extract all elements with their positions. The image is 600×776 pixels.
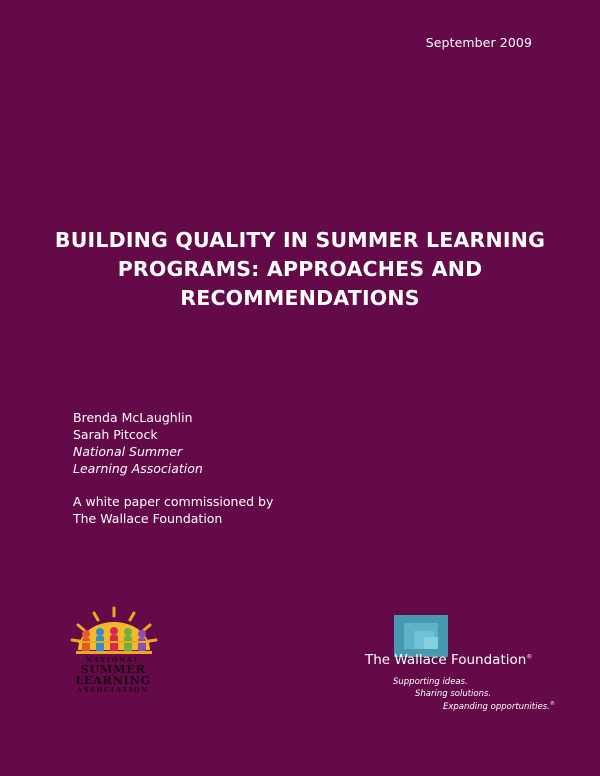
title-line: RECOMMENDATIONS — [180, 286, 420, 310]
title-line: PROGRAMS: APPROACHES AND — [117, 257, 483, 281]
commission-line: The Wallace Foundation — [73, 511, 223, 526]
publication-date: September 2009 — [425, 35, 532, 50]
title-line: BUILDING QUALITY IN SUMMER LEARNING — [54, 228, 546, 252]
wallace-tagline: Sharing solutions. — [415, 689, 492, 699]
author-block — [73, 409, 203, 477]
author-name: Sarah Pitcock — [73, 427, 158, 442]
registered-mark: ® — [526, 653, 533, 661]
author-organization: Learning Association — [73, 461, 203, 476]
wallace-tagline-text: Expanding opportunities. — [443, 701, 550, 712]
commission-line: A white paper commissioned by — [73, 494, 274, 509]
wallace-name-text: The Wallace Foundation — [365, 652, 527, 668]
wallace-tagline — [443, 701, 555, 712]
author-name: Brenda McLaughlin — [73, 410, 193, 425]
wallace-tagline: Supporting ideas. — [393, 677, 468, 687]
nsla-word: ASSOCIATION — [76, 686, 150, 694]
author-organization: National Summer — [73, 444, 183, 459]
registered-mark: ® — [549, 701, 555, 707]
nsla-word: NATIONAL — [85, 656, 141, 664]
nsla-wordmark — [66, 656, 160, 694]
wallace-foundation-name — [365, 652, 532, 668]
nsla-word: LEARNING — [75, 673, 151, 687]
nsla-word: SUMMER — [80, 662, 146, 676]
commission-note — [73, 493, 273, 527]
wallace-logo-mark — [394, 615, 448, 657]
document-title — [40, 226, 560, 313]
